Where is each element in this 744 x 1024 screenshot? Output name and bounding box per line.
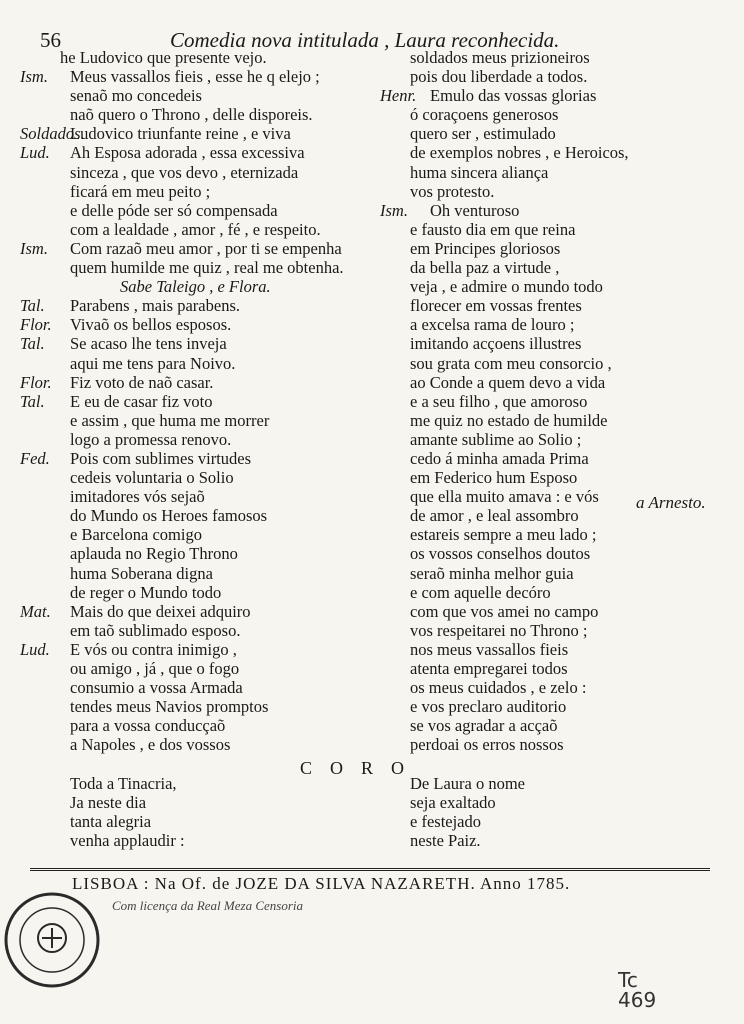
verse-text: atenta empregarei todos [410,659,568,678]
verse-line [20,277,390,296]
verse-line [20,201,390,220]
verse-text: Fiz voto de naõ casar. [70,372,214,392]
verse-line [380,697,680,716]
verse-line [380,143,680,162]
speaker-label: Ism. [380,200,408,220]
verse-line [20,564,390,583]
verse-line [380,640,680,659]
verse-line [20,544,390,563]
verse-line [380,354,680,373]
verse-line [20,296,390,315]
verse-text: veja , e admire o mundo todo [410,277,603,297]
imprint: LISBOA : Na Of. de JOZE DA SILVA NAZARETH. Anno 1785. [72,874,571,893]
verse-text: Pois com sublimes virtudes [70,448,252,468]
verse-text: estareis sempre a meu lado ; [410,525,597,545]
verse-line [20,430,390,449]
verse-text: Oh venturoso [430,200,520,220]
verse-line [20,373,390,392]
verse-line [20,716,390,735]
verse-line [20,239,390,258]
verse-text: do Mundo os Heroes famosos [70,506,268,526]
verse-text: imitadores vós sejaõ [70,487,205,507]
page-number: 56 [40,28,61,52]
verse-text: aplauda no Regio Throno [70,544,238,564]
verse-text: cedo á minha amada Prima [410,448,589,468]
verse-text: ó coraçoens generosos [410,105,559,125]
verse-text: soldados meus prizioneiros [410,48,590,67]
verse-line [20,793,390,812]
verse-text: sou grata com meu consorcio , [410,353,612,373]
verse-text: sinceza , que vos devo , eternizada [70,162,299,182]
margin-stage-direction: a Arnesto. [636,493,706,512]
verse-text: e assim , que huma me morrer [70,410,270,430]
verse-text: que ella muito amava : e vós [410,487,599,507]
verse-line [20,105,390,124]
verse-line [380,659,680,678]
speaker-label: Tal. [20,296,45,316]
verse-text: seraõ minha melhor guia [410,563,574,583]
speaker-label: Tal. [20,391,45,411]
verse-line [20,124,390,143]
verse-text: seja exaltado [410,792,496,812]
verse-text: em Principes gloriosos [410,238,561,258]
verse-text: tendes meus Navios promptos [70,697,269,717]
verse-line [380,449,680,468]
library-stamp-icon [2,890,102,990]
verse-text: cedeis voluntaria o Solio [70,468,234,488]
verse-line [380,525,680,544]
verse-line [380,487,680,506]
verse-text: os vossos conselhos doutos [410,544,591,564]
verse-text: de exemplos nobres , e Heroicos, [410,143,629,163]
verse-line [380,392,680,411]
verse-text: E eu de casar fiz voto [70,391,213,411]
verse-text: de amor , e leal assombro [410,506,579,526]
verse-line [380,239,680,258]
verse-line [20,831,390,850]
verse-line [380,564,680,583]
right-column [380,48,680,850]
verse-text: quem humilde me quiz , real me obtenha. [70,258,344,278]
shelfmark-line-2: 469 [618,988,657,1012]
verse-text: tanta alegria [70,811,152,831]
verse-line [20,220,390,239]
verse-line [380,774,680,793]
verse-line [380,602,680,621]
verse-line [20,334,390,353]
verse-text: e a seu filho , que amoroso [410,391,588,411]
verse-line [20,182,390,201]
verse-line [20,258,390,277]
speaker-label: Henr. [380,86,417,106]
verse-text: ao Conde a quem devo a vida [410,372,606,392]
verse-text: Ja neste dia [70,792,147,812]
speaker-label: Flor. [20,315,52,335]
verse-line [20,315,390,334]
verse-line [380,430,680,449]
verse-line [20,86,390,105]
verse-line [20,640,390,659]
chorus-heading: CORO [300,758,423,778]
verse-line [380,678,680,697]
verse-text: Toda a Tinacria, [70,773,177,793]
verse-text: naõ quero o Throno , delle disporeis. [70,105,313,125]
verse-line [20,354,390,373]
verse-text: huma Soberana digna [70,563,213,583]
verse-line [20,48,390,67]
verse-text: da bella paz a virtude , [410,258,560,278]
speaker-label: Flor. [20,372,52,392]
verse-text: e fausto dia em que reina [410,219,576,239]
verse-text: neste Paiz. [410,830,481,850]
verse-text: logo a promessa renovo. [70,429,232,449]
verse-line [20,67,390,86]
verse-text: com que vos amei no campo [410,601,599,621]
verse-line [380,86,680,105]
verse-line [380,201,680,220]
verse-text: Se acaso lhe tens inveja [70,334,227,354]
verse-line [380,506,680,525]
verse-text: Mais do que deixei adquiro [70,601,251,621]
speaker-label: Ism. [20,238,48,258]
verse-line [380,277,680,296]
verse-text: Ah Esposa adorada , essa excessiva [70,143,305,163]
verse-line [380,315,680,334]
verse-line [380,296,680,315]
verse-line [380,182,680,201]
verse-line [20,678,390,697]
verse-line [380,621,680,640]
verse-line [20,697,390,716]
speaker-label: Lud. [20,639,50,659]
verse-text: vos protesto. [410,181,495,201]
verse-text: e com aquelle decóro [410,582,551,602]
shelfmark-line-1: Tc [618,968,638,992]
verse-text: os meus cuidados , e zelo : [410,678,587,698]
verse-line [20,621,390,640]
verse-line [380,334,680,353]
verse-text: em taõ sublimado esposo. [70,620,241,640]
verse-line [20,659,390,678]
imprint-rule [30,868,710,871]
verse-text: Sabe Taleigo , e Flora. [120,277,271,297]
verse-text: de reger o Mundo todo [70,582,222,602]
verse-line [20,163,390,182]
verse-text: imitando acçoens illustres [410,334,582,354]
verse-text: para a vossa conducçaõ [70,716,226,736]
verse-line [20,525,390,544]
verse-text: senaõ mo concedeis [70,86,202,106]
speaker-label: Fed. [20,448,50,468]
verse-line [380,124,680,143]
verse-line [20,583,390,602]
verse-text: Parabens , mais parabens. [70,296,240,316]
imprint-license: Com licença da Real Meza Censoria [112,898,303,913]
verse-text: e Barcelona comigo [70,525,202,545]
verse-text: ficará em meu peito ; [70,181,211,201]
verse-text: aqui me tens para Noivo. [70,353,236,373]
verse-line [380,754,680,773]
verse-text: Ludovico triunfante reine , e viva [70,124,291,144]
verse-text: E vós ou contra inimigo , [70,639,237,659]
verse-line [380,220,680,239]
verse-line [20,735,390,754]
verse-text: perdoai os erros nossos [410,735,564,755]
verse-line [380,373,680,392]
verse-text: pois dou liberdade a todos. [410,67,588,87]
verse-line [380,411,680,430]
verse-text: Vivaõ os bellos esposos. [70,315,232,335]
verse-text: consumio a vossa Armada [70,678,243,698]
verse-text: he Ludovico que presente vejo. [60,48,267,67]
verse-line [380,735,680,754]
shelfmark [618,970,656,1010]
verse-text: em Federico hum Esposo [410,468,578,488]
verse-line [380,48,680,67]
verse-text: huma sincera aliança [410,162,549,182]
verse-line [20,143,390,162]
verse-line [380,544,680,563]
verse-text: florecer em vossas frentes [410,296,582,316]
verse-text: Com razaõ meu amor , por ti se empenha [70,238,342,258]
verse-line [20,602,390,621]
verse-text: quero ser , estimulado [410,124,556,144]
verse-text: Emulo das vossas glorias [430,86,597,106]
verse-line [380,583,680,602]
verse-text: ou amigo , já , que o fogo [70,659,240,678]
verse-line [20,506,390,525]
verse-text: venha applaudir : [70,830,185,850]
running-title: Comedia nova intitulada , Laura reconhecida. [170,28,560,52]
verse-line [380,812,680,831]
verse-text: a Napoles , e dos vossos [70,735,231,755]
verse-text: vos respeitarei no Throno ; [410,620,588,640]
verse-line [20,449,390,468]
verse-line [20,411,390,430]
verse-line [380,831,680,850]
verse-text: e vos preclaro auditorio [410,697,567,717]
verse-text: nos meus vassallos fieis [410,639,569,659]
verse-line [380,258,680,277]
speaker-label: Ism. [20,67,48,87]
speaker-label: Mat. [20,601,51,621]
speaker-label: Tal. [20,334,45,354]
verse-text: e delle póde ser só compensada [70,200,278,220]
speaker-label: Soldados. [20,124,85,144]
verse-text: se vos agradar a acçaõ [410,716,558,736]
verse-text: De Laura o nome [410,773,525,793]
verse-line [380,163,680,182]
verse-line [20,468,390,487]
verse-text: amante sublime ao Solio ; [410,429,582,449]
verse-line [20,392,390,411]
verse-line [380,105,680,124]
verse-text: a excelsa rama de louro ; [410,315,575,335]
speaker-label: Lud. [20,143,50,163]
verse-line [380,716,680,735]
verse-line [380,468,680,487]
verse-text: me quiz no estado de humilde [410,410,608,430]
verse-text: Meus vassallos fieis , esse he q elejo ; [70,67,320,87]
verse-line [20,487,390,506]
verse-line [380,67,680,86]
verse-line [20,812,390,831]
verse-text: com a lealdade , amor , fé , e respeito. [70,219,321,239]
verse-text: e festejado [410,811,482,831]
verse-line [380,793,680,812]
left-column [20,48,390,850]
